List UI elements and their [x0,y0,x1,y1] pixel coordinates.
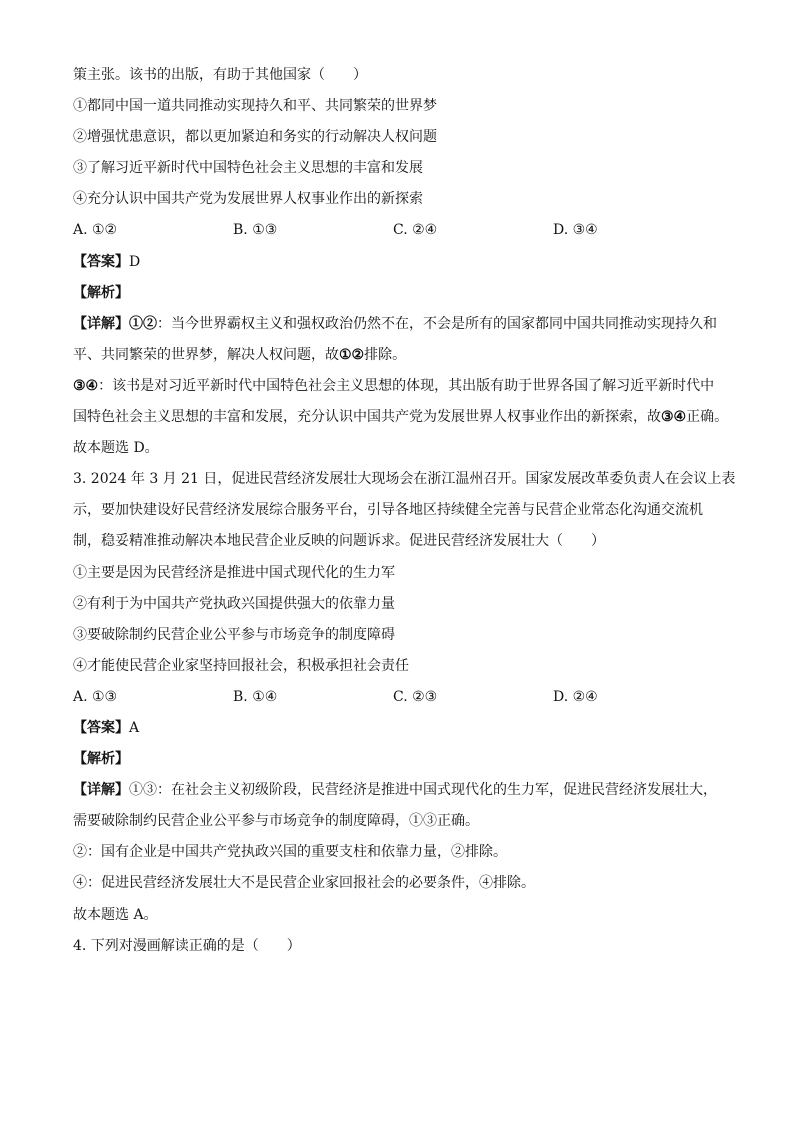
detail-lead: ③④ [73,377,99,394]
q2-option-b: B. ①③ [233,222,278,239]
detail-text: 国特色社会主义思想的丰富和发展，充分认识中国共产党为发展世界人权事业作出的新探索，故 [73,409,661,426]
q3-detail-line-2: 需要破除制约民营企业公平参与市场竞争的制度障碍，①③正确。 [73,813,479,830]
q2-conclusion: 故本题选 D。 [73,440,159,457]
q3-item-1: ①主要是因为民营经济是推进中国式现代化的生力军 [73,564,395,581]
q2-stem-tail: 策主张。该书的出版，有助于其他国家（ ） [73,67,367,83]
q3-stem-line-3: 制，稳妥精准推动解决本地民营企业反映的问题诉求。促进民营经济发展壮大（ ） [73,533,605,550]
q2-detail-line-4 [73,402,737,433]
q2-option-d: D. ③④ [553,222,598,239]
detail-text: ①③：在社会主义初级阶段，民营经济是推进中国式现代化的生力军，促进民营经济发展壮大， [129,782,717,799]
answer-value: A [129,719,140,736]
q3-item-3: ③要破除制约民营企业公平参与市场竞争的制度障碍 [73,626,395,643]
q3-option-a: A. ①③ [73,688,118,705]
q2-option-c: C. ②④ [393,222,438,239]
q2-item-1: ①都同中国一道共同推动实现持久和平、共同繁荣的世界梦 [73,98,437,115]
q2-detail-line-3 [73,371,737,402]
q3-item-4: ④才能使民营企业家坚持回报社会，积极承担社会责任 [73,657,409,674]
q2-item-4: ④充分认识中国共产党为发展世界人权事业作出的新探索 [73,191,423,208]
q3-option-d: D. ②④ [553,688,598,705]
detail-tag: 【详解】 [73,782,129,799]
answer-tag: 【答案】 [73,719,129,736]
analysis-tag: 【解析】 [73,751,129,768]
q3-item-2: ②有利于为中国共产党执政兴国提供强大的依靠力量 [73,595,395,612]
q3-stem-line-2: 示，要加快建设好民营经济发展综合服务平台，引导各地区持续健全完善与民营企业常态化沟通交流机 [73,502,703,519]
detail-text: ：当今世界霸权主义和强权政治仍然不在，不会是所有的国家都同中国共同推动实现持久和 [157,315,717,332]
q3-detail-line-1 [73,775,737,806]
detail-text: ：该书是对习近平新时代中国特色社会主义思想的体现，其出版有助于世界各国了解习近平新时代中 [98,377,715,394]
q3-conclusion: 故本题选 A。 [73,906,158,923]
q3-answer [73,713,737,744]
q2-item-3: ③了解习近平新时代中国特色社会主义思想的丰富和发展 [73,160,423,177]
q2-analysis [73,278,737,309]
detail-ref: ③④ [661,409,687,426]
q3-detail-line-3: ②：国有企业是中国共产党执政兴国的重要支柱和依靠力量，②排除。 [73,844,507,861]
q3-analysis [73,744,737,775]
detail-lead: ①② [129,315,157,332]
q4-stem: 4. 下列对漫画解读正确的是（ ） [73,937,301,954]
detail-ref: ①② [339,346,365,363]
q2-answer [73,247,737,278]
q2-options [73,215,737,246]
q2-option-a: A. ①② [73,222,118,239]
q3-options [73,682,737,713]
analysis-tag: 【解析】 [73,284,129,301]
q2-detail-line-2 [73,340,737,371]
detail-tag: 【详解】 [73,315,129,332]
document-page [73,60,737,962]
q3-detail-line-4: ④：促进民营经济发展壮大不是民营企业家回报社会的必要条件，④排除。 [73,875,535,892]
q2-item-2: ②增强忧患意识，都以更加紧迫和务实的行动解决人权问题 [73,129,437,146]
q3-stem-line-1: 3. 2024 年 3 月 21 日，促进民营经济发展壮大现场会在浙江温州召开。国家发展改革委负责人在会议上表 [73,471,736,488]
detail-text: 正确。 [686,409,729,426]
q3-option-c: C. ②③ [393,688,438,705]
q3-option-b: B. ①④ [233,688,278,705]
answer-tag: 【答案】 [73,253,129,270]
q2-detail-line-1 [73,309,737,340]
detail-text: 平、共同繁荣的世界梦，解决人权问题，故 [73,346,339,363]
answer-value: D [129,253,141,270]
detail-text: 排除。 [364,346,407,363]
